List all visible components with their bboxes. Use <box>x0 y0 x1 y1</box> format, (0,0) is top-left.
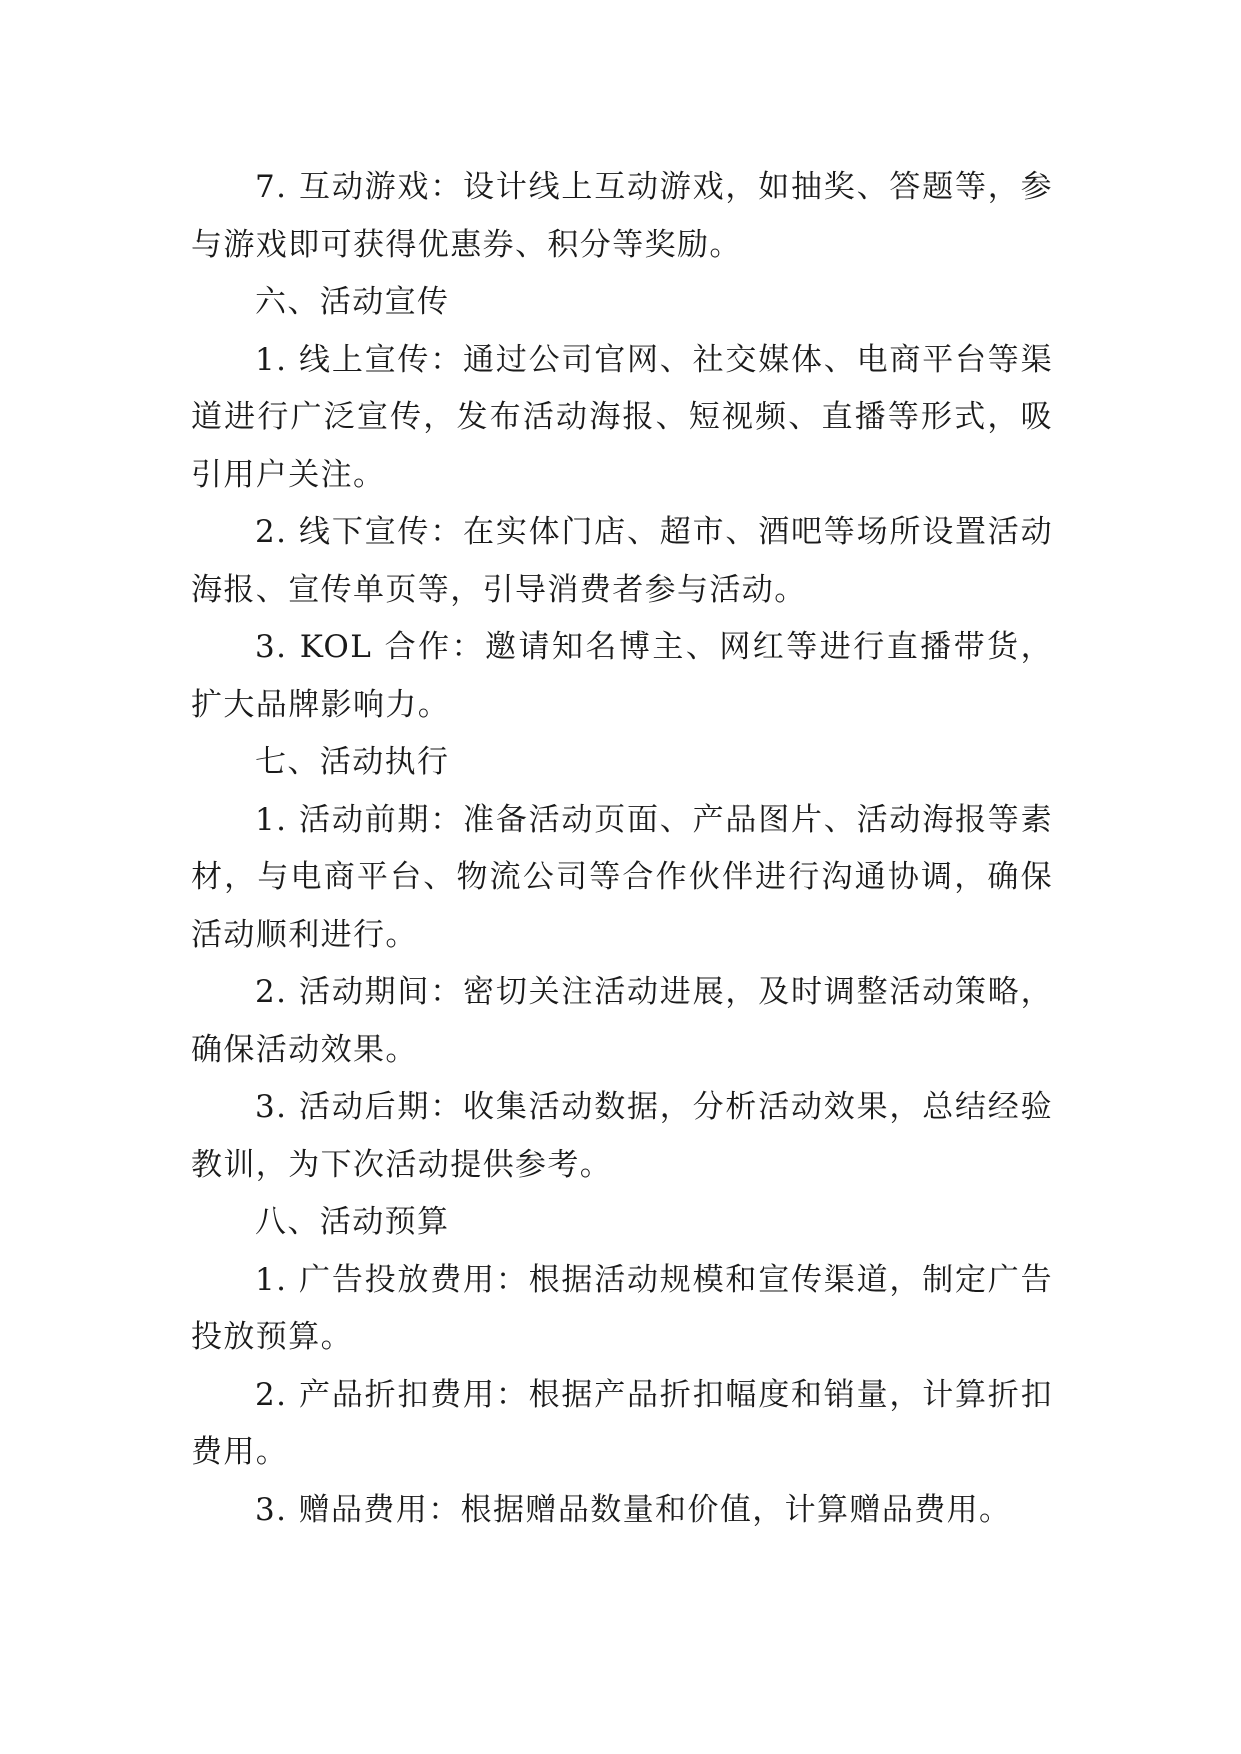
item-gift-cost: 3. 赠品费用：根据赠品数量和价值，计算赠品费用。 <box>255 1491 1012 1528</box>
item-ad-cost: 1. 广告投放费用：根据活动规模和宣传渠道，制定广告投放预算。 <box>191 1261 1053 1355</box>
section-6-heading: 六、活动宣传 <box>255 284 450 320</box>
section-7-heading: 七、活动执行 <box>255 744 450 780</box>
item-interactive-games: 7. 互动游戏：设计线上互动游戏，如抽奖、答题等，参与游戏即可获得优惠券、积分等奖励。 <box>191 169 1053 263</box>
document-body <box>191 159 1053 1539</box>
section-8-heading: 八、活动预算 <box>255 1204 450 1240</box>
item-kol-cooperation: 3. KOL 合作：邀请知名博主、网红等进行直播带货，扩大品牌影响力。 <box>191 629 1053 723</box>
item-pre-event: 1. 活动前期：准备活动页面、产品图片、活动海报等素材，与电商平台、物流公司等合作伙伴进行沟通协调，确保活动顺利进行。 <box>191 801 1053 953</box>
item-post-event: 3. 活动后期：收集活动数据，分析活动效果，总结经验教训，为下次活动提供参考。 <box>191 1089 1053 1183</box>
item-offline-promotion: 2. 线下宣传：在实体门店、超市、酒吧等场所设置活动海报、宣传单页等，引导消费者参与活动。 <box>191 514 1053 608</box>
item-online-promotion: 1. 线上宣传：通过公司官网、社交媒体、电商平台等渠道进行广泛宣传，发布活动海报、短视频、直播等形式，吸引用户关注。 <box>191 341 1053 493</box>
item-discount-cost: 2. 产品折扣费用：根据产品折扣幅度和销量，计算折扣费用。 <box>191 1376 1053 1470</box>
item-during-event: 2. 活动期间：密切关注活动进展，及时调整活动策略，确保活动效果。 <box>191 974 1053 1068</box>
